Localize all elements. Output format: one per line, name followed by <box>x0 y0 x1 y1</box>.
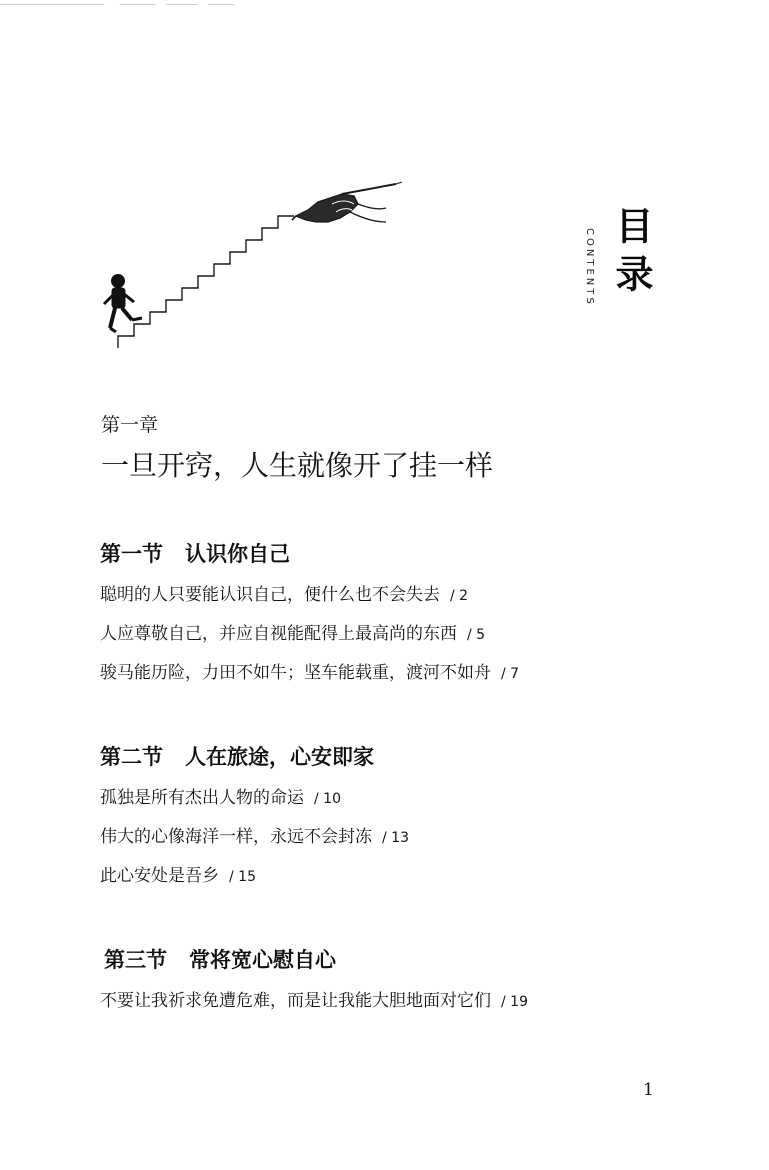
entry-title: 聪明的人只要能认识自己，便什么也不会失去 <box>100 585 440 605</box>
page-title: 目录 <box>609 206 653 302</box>
staircase-icon <box>118 216 294 348</box>
toc-entry[interactable] <box>100 662 700 684</box>
entry-title: 伟大的心像海洋一样，永远不会封冻 <box>100 827 372 847</box>
entry-title: 孤独是所有杰出人物的命运 <box>100 788 304 808</box>
section-title: 认识你自己 <box>185 541 290 566</box>
section-title: 人在旅途，心安即家 <box>185 744 374 769</box>
toc-entry[interactable] <box>100 623 700 645</box>
toc-entry[interactable] <box>100 584 700 606</box>
section-heading[interactable] <box>104 944 704 974</box>
entry-title: 此心安处是吾乡 <box>100 866 219 886</box>
toc-entry[interactable] <box>100 826 700 848</box>
toc-entry[interactable] <box>100 990 704 1012</box>
stairs-illustration <box>96 178 406 353</box>
drawing-hand-icon <box>292 182 402 222</box>
section-1 <box>100 538 700 701</box>
section-heading[interactable] <box>100 538 700 568</box>
section-number: 第二节 <box>100 744 163 769</box>
page-number: 1 <box>643 1080 654 1100</box>
toc-entry[interactable] <box>100 865 700 887</box>
chapter-title: 一旦开窍，人生就像开了挂一样 <box>101 449 494 482</box>
section-3 <box>100 944 704 1029</box>
entry-title: 骏马能历险，力田不如牛；坚车能载重，渡河不如舟 <box>100 663 491 683</box>
top-rule <box>0 4 260 5</box>
entry-page: / 19 <box>501 994 528 1010</box>
entry-page: / 15 <box>229 869 256 885</box>
toc-entry[interactable] <box>100 787 700 809</box>
entry-page: / 5 <box>467 627 486 643</box>
entry-title: 人应尊敬自己，并应自视能配得上最高尚的东西 <box>100 624 457 644</box>
section-number: 第一节 <box>100 541 163 566</box>
section-heading[interactable] <box>100 741 700 771</box>
contents-label: CONTENTS <box>584 228 595 307</box>
entry-page: / 2 <box>450 588 469 604</box>
entry-page: / 13 <box>382 830 409 846</box>
section-title: 常将宽心慰自心 <box>189 947 336 972</box>
entry-page: / 7 <box>501 666 520 682</box>
chapter-label: 第一章 <box>101 414 159 436</box>
section-number: 第三节 <box>104 947 167 972</box>
entry-title: 不要让我祈求免遭危难，而是让我能大胆地面对它们 <box>100 991 491 1011</box>
section-2 <box>100 741 700 904</box>
entry-page: / 10 <box>314 791 341 807</box>
